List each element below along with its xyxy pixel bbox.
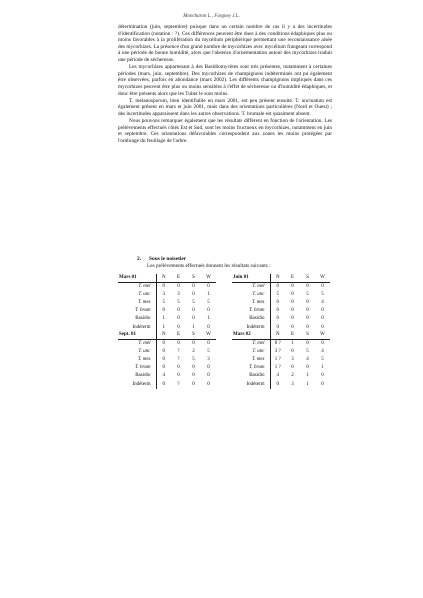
cell: 5 (177, 300, 180, 306)
column-header: E (176, 332, 181, 337)
section-number: 2. (137, 256, 142, 262)
cell: 2 (291, 373, 294, 379)
cell: 0 (177, 284, 180, 290)
cell: 0 (177, 308, 180, 314)
cell: 0 (192, 381, 195, 387)
cell: 0 (207, 341, 210, 347)
cell: 4 (162, 373, 165, 379)
cell: 0 (291, 308, 294, 314)
row-label: T. brum (118, 364, 156, 372)
column-header: W (320, 275, 325, 280)
table-row (118, 381, 216, 389)
cell: 0 (306, 308, 309, 314)
row-label: T. unc (232, 348, 270, 356)
column-header: E (290, 275, 295, 280)
cell: 5 (192, 300, 195, 306)
cell: 5 (207, 300, 210, 306)
cell: 0 (207, 324, 210, 330)
results-table-sept-01 (118, 331, 216, 389)
cell: 5 (321, 357, 324, 363)
cell: 0 (162, 284, 165, 290)
row-label: T. unc (118, 291, 156, 299)
cell: 5 (207, 349, 210, 355)
table-row (118, 307, 216, 315)
cell: 0 (162, 341, 165, 347)
cell: 0 (321, 324, 324, 330)
row-label: Basidio (232, 315, 270, 323)
cell: 0 (177, 341, 180, 347)
column-header: S (306, 332, 309, 337)
cell: 0 (162, 357, 165, 363)
cell: 3 (162, 292, 165, 298)
cell: 0 (162, 365, 165, 371)
cell: 0 (207, 381, 210, 387)
column-header: W (206, 332, 211, 337)
column-header: N (275, 332, 280, 337)
cell: 0 (192, 365, 195, 371)
cell: 0 (321, 316, 324, 322)
cell: 1 ? (274, 357, 281, 363)
cell: 0 (321, 381, 324, 387)
table-row (118, 340, 216, 349)
cell: 0 (306, 300, 309, 306)
cell: ? (177, 349, 180, 355)
results-table-mars-02 (232, 331, 330, 389)
section-title: Sous le noisetier (149, 256, 187, 262)
cell: 3 (177, 292, 180, 298)
row-label: T. mes (232, 356, 270, 364)
cell: 4 (321, 300, 324, 306)
cell: 0 (276, 381, 279, 387)
table-row (118, 364, 216, 372)
cell: 0 (276, 316, 279, 322)
table-site-label: Sept. 01 (118, 331, 156, 340)
cell: 0 (306, 324, 309, 330)
paragraph: détermination (juin, septembre) puisque dans un certain nombre de cas il y a des incertitudes d'identification (notation : ?). Ces différences peuvent être dues à des conditions édaphiques plus ou moins favorables à la prolifération du mycélium périphérique permettant une reconnaissance aisée des mycorhizes. La présence d'un grand nombre de mycorhizes avec mycélium frangeant correspond à une période de bonne humidité, alors que l'absence d'ornementation autour des mycorhizes traduit une période de sécheresse. (118, 24, 332, 63)
row-label: Indéterm (118, 324, 156, 332)
cell: ? (177, 381, 180, 387)
row-label: T. mes (118, 356, 156, 364)
cell: 0 (192, 341, 195, 347)
row-label: T. mel (118, 340, 156, 349)
section-intro: Les prélèvements effectués donnent les résultats suivants : (147, 263, 271, 269)
column-header: S (306, 275, 309, 280)
cell: 0 (291, 292, 294, 298)
row-label: Basidio (232, 372, 270, 380)
cell: 0 (291, 349, 294, 355)
column-header: N (161, 275, 166, 280)
cell: 0 (291, 300, 294, 306)
cell: 5 (321, 292, 324, 298)
cell: 0 (276, 300, 279, 306)
table-site-label: Mars 02 (232, 331, 270, 340)
row-label: Indéterm (232, 324, 270, 332)
column-header: W (320, 332, 325, 337)
cell: 1 (306, 373, 309, 379)
table-row (118, 356, 216, 364)
cell: 3 ? (274, 349, 281, 355)
cell: 0 (162, 381, 165, 387)
column-header: S (192, 275, 195, 280)
row-label: T. mel (232, 340, 270, 349)
cell: 0 (291, 316, 294, 322)
cell: 0 (291, 284, 294, 290)
row-label: T. mel (232, 283, 270, 292)
cell: 0 (177, 324, 180, 330)
table-row (232, 381, 330, 389)
cell: 0 (306, 365, 309, 371)
cell: 0 (207, 308, 210, 314)
cell: 4 (306, 357, 309, 363)
table-row (232, 364, 330, 372)
cell: 0 (321, 308, 324, 314)
cell: 5 (306, 349, 309, 355)
cell: 1 (207, 316, 210, 322)
row-label: T. mel (118, 283, 156, 292)
cell: 0 (192, 284, 195, 290)
cell: 1 (321, 365, 324, 371)
cell: 0 (177, 373, 180, 379)
cell: 5 (162, 300, 165, 306)
cell: 5 (192, 357, 195, 363)
column-header: W (206, 275, 211, 280)
cell: 0 (162, 349, 165, 355)
table-row (232, 348, 330, 356)
table-row (232, 283, 330, 292)
section-heading (137, 256, 186, 262)
column-header: E (290, 332, 295, 337)
cell: 0 (276, 324, 279, 330)
cell: 0 (276, 308, 279, 314)
cell: 5 (306, 292, 309, 298)
cell: 0 (306, 341, 309, 347)
cell: ? (177, 357, 180, 363)
table-row (232, 291, 330, 299)
cell: 0 (207, 284, 210, 290)
table-row (118, 372, 216, 380)
row-label: T. mes (232, 299, 270, 307)
table-row (118, 291, 216, 299)
results-table-mars-01 (118, 274, 216, 332)
table-row (232, 315, 330, 323)
paragraph: Les mycorhizes appartenant à des Basidiomycètes sont très présentes, notamment à certaines périodes (mars, juin, septembre). Des mycorhizes de champignons indéterminés ont pu également être observées, parfois en abondance (mars 2002). Les différents champignons impliqués dans ces mycorhizes peuvent être plus ou moins sensibles à l'effet de sécheresse ou d'humidité édaphiques, et donc être présents alors que les Tuber le sont moins. (118, 64, 332, 97)
table-row (118, 283, 216, 292)
cell: 4 (321, 349, 324, 355)
table-row (118, 315, 216, 323)
cell: 0 (192, 308, 195, 314)
cell: 1 (306, 381, 309, 387)
table-row (232, 299, 330, 307)
row-label: T. unc (232, 291, 270, 299)
paragraph: T. melanosporum, bien identifiable en mars 2001, est peu présent ensuite. T. uncinatum est également présent en mars et juin 2001, mais dans des orientations particulières (Nord et Ouest) ; des incertitudes apparaissent dans les autres observations. T. brumale est quasiment absent. (118, 97, 332, 117)
cell: 0 (192, 292, 195, 298)
paragraph: Nous pouvons remarquer également que les résultats diffèrent en fonction de l'orientation. Les prélèvements effectués côtés Est et Sud, sont les moins fructueux en mycorhizes, notamment en juin et septembre. Ces orientations défavorables correspondent aux zones les moins protégées par l'ombrage du feuillage de l'arbre. (118, 118, 332, 144)
cell: 1 (207, 292, 210, 298)
cell: 0 (321, 373, 324, 379)
row-label: Indéterm (118, 381, 156, 389)
cell: 5 (276, 292, 279, 298)
cell: 1 (162, 316, 165, 322)
cell: 0 ? (274, 341, 281, 347)
cell: 1 ? (274, 365, 281, 371)
cell: 0 (192, 373, 195, 379)
cell: 0 (321, 341, 324, 347)
cell: 0 (207, 365, 210, 371)
running-head: Moncharon L., Fargney J.L. (183, 14, 240, 19)
table-row (232, 372, 330, 380)
cell: 3 (207, 357, 210, 363)
cell: 1 (192, 324, 195, 330)
row-label: T. brum (232, 364, 270, 372)
cell: 0 (162, 308, 165, 314)
row-label: Basidio (118, 372, 156, 380)
cell: 0 (177, 365, 180, 371)
cell: 0 (291, 324, 294, 330)
cell: 1 (162, 324, 165, 330)
row-label: Indéterm (232, 381, 270, 389)
cell: 4 (276, 373, 279, 379)
row-label: T. unc (118, 348, 156, 356)
cell: 0 (291, 365, 294, 371)
cell: 2 (192, 349, 195, 355)
row-label: T. brum (118, 307, 156, 315)
table-row (232, 307, 330, 315)
row-label: Basidio (118, 315, 156, 323)
cell: 1 (291, 341, 294, 347)
cell: 0 (321, 284, 324, 290)
table-row (118, 348, 216, 356)
column-header: E (176, 275, 181, 280)
cell: 0 (192, 316, 195, 322)
table-row (118, 299, 216, 307)
row-label: T. mes (118, 299, 156, 307)
table-site-label: Juin 01 (232, 274, 270, 283)
column-header: S (192, 332, 195, 337)
row-label: T. brum (232, 307, 270, 315)
table-site-label: Mars 01 (118, 274, 156, 283)
cell: 0 (306, 284, 309, 290)
cell: 0 (306, 316, 309, 322)
cell: 0 (207, 373, 210, 379)
table-row (232, 340, 330, 349)
cell: 0 (177, 316, 180, 322)
column-header: N (161, 332, 166, 337)
cell: 3 (291, 381, 294, 387)
cell: 3 (291, 357, 294, 363)
results-table-juin-01 (232, 274, 330, 332)
cell: 0 (276, 284, 279, 290)
body-text (118, 24, 332, 145)
column-header: N (275, 275, 280, 280)
table-row (232, 356, 330, 364)
